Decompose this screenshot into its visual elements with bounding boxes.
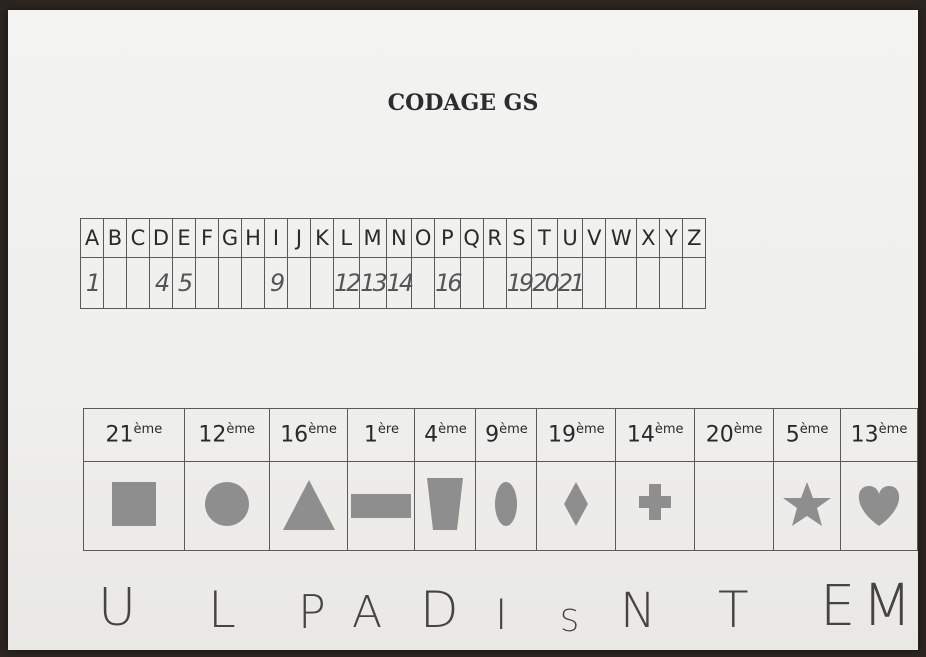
number-cell xyxy=(242,258,265,309)
letter-cell: Y xyxy=(660,219,683,258)
letter-cell: R xyxy=(483,219,506,258)
crescent-icon xyxy=(704,474,764,534)
alphabet-table xyxy=(80,218,706,309)
oval-icon xyxy=(476,474,536,534)
heart-icon xyxy=(849,474,909,534)
rank-cell xyxy=(476,409,537,462)
rectangle-icon xyxy=(351,474,411,534)
star-icon xyxy=(777,474,837,534)
rank-number: 12 xyxy=(198,422,227,448)
answer-letter: T xyxy=(718,580,749,639)
letter-cell: J xyxy=(288,219,311,258)
answer-letter: L xyxy=(208,580,236,639)
rank-cell xyxy=(774,409,841,462)
cross-icon xyxy=(625,474,685,534)
rank-number: 4 xyxy=(424,422,439,448)
number-cell: 14 xyxy=(386,258,412,309)
number-cell: 16 xyxy=(435,258,461,309)
rank-number: 13 xyxy=(850,422,879,448)
rank-suffix: ème xyxy=(576,422,605,438)
letter-cell: C xyxy=(127,219,150,258)
letter-cell: A xyxy=(81,219,104,258)
number-cell xyxy=(460,258,483,309)
letter-cell: D xyxy=(150,219,173,258)
shape-cell xyxy=(184,462,269,551)
letter-cell: Q xyxy=(460,219,483,258)
letter-cell: G xyxy=(219,219,242,258)
rank-number: 5 xyxy=(785,422,800,448)
letter-cell: Z xyxy=(683,219,706,258)
shape-cell xyxy=(84,462,185,551)
circle-icon xyxy=(197,474,257,534)
number-cell xyxy=(311,258,334,309)
letter-cell: I xyxy=(265,219,288,258)
page-title: CODAGE GS xyxy=(387,90,539,116)
square-icon xyxy=(104,474,164,534)
letter-cell: X xyxy=(637,219,660,258)
letter-cell: L xyxy=(334,219,360,258)
letter-cell: B xyxy=(104,219,127,258)
number-cell: 4 xyxy=(150,258,173,309)
shapes-row xyxy=(84,462,918,551)
number-cell: 19 xyxy=(506,258,532,309)
rank-cell xyxy=(84,409,185,462)
rank-number: 14 xyxy=(626,422,655,448)
rank-cell xyxy=(348,409,415,462)
rank-cell xyxy=(616,409,695,462)
worksheet-paper xyxy=(8,10,918,650)
number-cell xyxy=(660,258,683,309)
letters-row xyxy=(81,219,706,258)
number-cell: 9 xyxy=(265,258,288,309)
answer-letter: N xyxy=(620,582,656,639)
rank-cell xyxy=(841,409,918,462)
rank-suffix: ème xyxy=(308,422,337,438)
number-cell xyxy=(483,258,506,309)
shape-cell xyxy=(774,462,841,551)
triangle-icon xyxy=(279,474,339,534)
shape-cell xyxy=(476,462,537,551)
number-cell xyxy=(196,258,219,309)
ranks-row xyxy=(84,409,918,462)
rank-number: 21 xyxy=(105,422,134,448)
trapezoid-icon xyxy=(415,474,475,534)
diamond-icon xyxy=(546,474,606,534)
letter-cell: W xyxy=(606,219,637,258)
shape-cell xyxy=(695,462,774,551)
answer-letter: U xyxy=(98,578,137,639)
letter-cell: T xyxy=(532,219,558,258)
letter-cell: P xyxy=(435,219,461,258)
number-cell xyxy=(606,258,637,309)
answer-letter: E xyxy=(820,573,856,639)
letter-cell: M xyxy=(359,219,386,258)
rank-number: 19 xyxy=(548,422,577,448)
rank-cell xyxy=(415,409,476,462)
rank-number: 1 xyxy=(363,422,378,448)
letter-cell: O xyxy=(412,219,435,258)
letter-cell: F xyxy=(196,219,219,258)
rank-suffix: ème xyxy=(733,422,763,438)
code-table xyxy=(83,408,918,551)
rank-cell xyxy=(537,409,616,462)
shape-cell xyxy=(841,462,918,551)
rank-suffix: ème xyxy=(499,422,528,438)
rank-cell xyxy=(269,409,348,462)
number-cell: 12 xyxy=(334,258,360,309)
rank-suffix: ème xyxy=(878,422,908,438)
rank-number: 9 xyxy=(485,422,500,448)
letter-cell: E xyxy=(173,219,196,258)
rank-cell xyxy=(184,409,269,462)
number-cell xyxy=(583,258,606,309)
number-cell: 5 xyxy=(173,258,196,309)
rank-suffix: ère xyxy=(377,422,399,438)
shape-cell xyxy=(616,462,695,551)
number-cell: 21 xyxy=(557,258,583,309)
answer-letter: S xyxy=(560,603,580,639)
shape-cell xyxy=(537,462,616,551)
letter-cell: U xyxy=(557,219,583,258)
answer-letter: A xyxy=(352,587,383,639)
shape-cell xyxy=(348,462,415,551)
number-cell xyxy=(683,258,706,309)
rank-suffix: ème xyxy=(438,422,467,438)
shape-cell xyxy=(415,462,476,551)
rank-suffix: ème xyxy=(133,422,163,438)
number-cell xyxy=(288,258,311,309)
handwritten-answer xyxy=(90,568,913,648)
letter-cell: H xyxy=(242,219,265,258)
answer-letter: I xyxy=(495,589,508,639)
letter-cell: N xyxy=(386,219,412,258)
number-cell xyxy=(104,258,127,309)
number-cell: 13 xyxy=(359,258,386,309)
letter-cell: V xyxy=(583,219,606,258)
shape-cell xyxy=(269,462,348,551)
number-cell xyxy=(637,258,660,309)
answer-letter: D xyxy=(420,580,459,639)
numbers-row xyxy=(81,258,706,309)
number-cell: 20 xyxy=(532,258,558,309)
rank-suffix: ème xyxy=(654,422,684,438)
rank-cell xyxy=(695,409,774,462)
rank-number: 16 xyxy=(280,422,309,448)
letter-cell: S xyxy=(506,219,532,258)
answer-letter: P xyxy=(298,585,326,640)
rank-number: 20 xyxy=(705,422,734,448)
letter-cell: K xyxy=(311,219,334,258)
answer-letter: M xyxy=(862,571,913,640)
number-cell: 1 xyxy=(81,258,104,309)
number-cell xyxy=(127,258,150,309)
rank-suffix: ème xyxy=(226,422,255,438)
number-cell xyxy=(219,258,242,309)
rank-suffix: ème xyxy=(799,422,829,438)
number-cell xyxy=(412,258,435,309)
